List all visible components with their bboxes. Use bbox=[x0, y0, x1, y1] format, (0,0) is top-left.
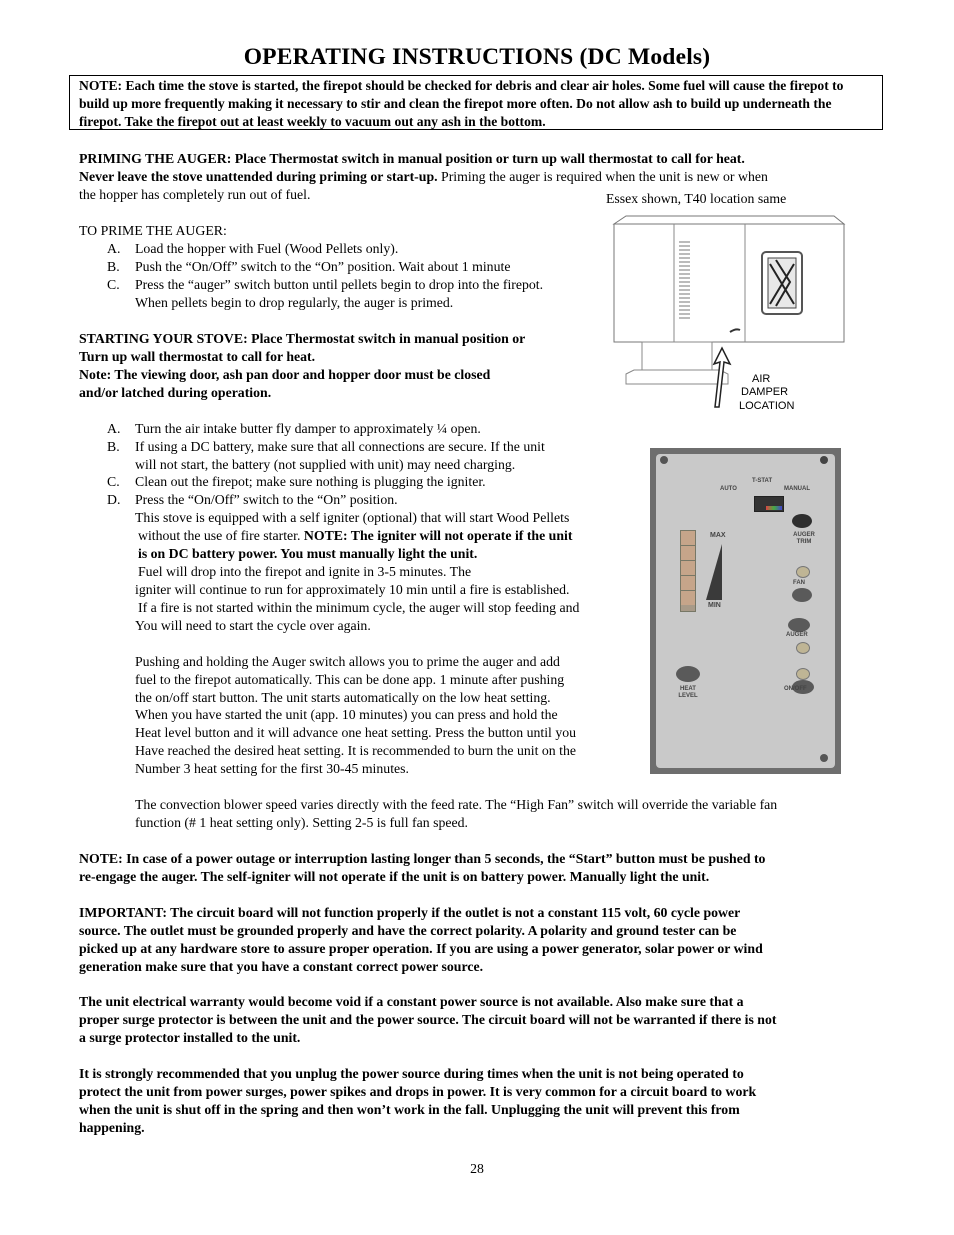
starting-heading: STARTING YOUR STOVE: Place Thermostat switch in manual position or bbox=[79, 331, 526, 346]
igniter-text: You will need to start the cycle over again. bbox=[135, 618, 371, 633]
auger-paragraph-line: the on/off start button. The unit starts automatically on the low heat setting. bbox=[135, 690, 551, 705]
stove-image-caption: Essex shown, T40 location same bbox=[606, 191, 787, 206]
auger-paragraph-line: Have reached the desired heat setting. It is recommended to burn the unit on the bbox=[135, 743, 576, 758]
step-marker: A. bbox=[107, 421, 121, 436]
priming-warning-line bbox=[79, 168, 879, 186]
auger-indicator-light bbox=[796, 642, 810, 654]
auger-paragraph-line: Number 3 heat setting for the first 30-45 minutes. bbox=[135, 761, 409, 776]
igniter-text-line bbox=[138, 527, 572, 545]
igniter-text: igniter will continue to run for approximately 10 min until a fire is established. bbox=[135, 582, 570, 597]
step-text: Press the “On/Off” switch to the “On” position. bbox=[135, 492, 398, 507]
important-note: IMPORTANT: The circuit board will not function properly if the outlet is not a constant 115 volt, 60 cycle power bbox=[79, 905, 741, 920]
priming-requirement-cont: the hopper has completely run out of fuel. bbox=[79, 187, 311, 202]
firepot-note-text: NOTE: Each time the stove is started, the firepot should be checked for debris and clear air holes. Some fuel will cause the firepot to build up more frequently making it necessary to stir and clean the firepot more often. Do not allow ash to build up underneath the firepot. Take the firepot out at least weekly to vacuum out any ash in the bottom. bbox=[79, 78, 844, 129]
stove-illustration bbox=[610, 212, 850, 412]
page-number: 28 bbox=[470, 1161, 484, 1176]
to-prime-heading: TO PRIME THE AUGER: bbox=[79, 223, 227, 238]
step-text: If using a DC battery, make sure that all connections are secure. If the unit bbox=[135, 439, 545, 454]
heat-level-label-line: HEAT bbox=[680, 686, 696, 692]
fan-button[interactable] bbox=[792, 588, 812, 602]
air-damper-label bbox=[752, 372, 770, 386]
max-label: MAX bbox=[710, 532, 726, 539]
manual-label: MANUAL bbox=[784, 486, 810, 492]
switch-indicator bbox=[766, 506, 782, 510]
step-marker: B. bbox=[107, 259, 120, 274]
air-damper-label-line: DAMPER bbox=[741, 386, 789, 398]
igniter-warning: is on DC battery power. You must manually light the unit. bbox=[138, 546, 478, 561]
min-label: MIN bbox=[708, 602, 721, 609]
heat-level-bar bbox=[680, 530, 696, 612]
auger-paragraph-line: Pushing and holding the Auger switch allows you to prime the auger and add bbox=[135, 654, 560, 669]
auger-button[interactable] bbox=[788, 618, 810, 632]
screw-icon bbox=[820, 754, 828, 762]
convection-line: function (# 1 heat setting only). Setting 2-5 is full fan speed. bbox=[135, 815, 468, 830]
fan-indicator-light bbox=[796, 566, 810, 578]
auger-trim-button[interactable] bbox=[792, 514, 812, 528]
step-text: Turn the air intake butter fly damper to approximately ¼ open. bbox=[135, 421, 481, 436]
auger-paragraph-line: fuel to the firepot automatically. This can be done app. 1 minute after pushing bbox=[135, 672, 565, 687]
heat-level-segment bbox=[681, 591, 695, 605]
auger-trim-label bbox=[784, 532, 824, 546]
step-marker: C. bbox=[107, 474, 120, 489]
igniter-warning: NOTE: The igniter will not operate if the unit bbox=[303, 528, 573, 543]
power-indicator-light bbox=[796, 668, 810, 680]
heat-level-segment bbox=[681, 531, 695, 546]
t-stat-label: T-STAT bbox=[752, 478, 773, 484]
fan-label: FAN bbox=[793, 580, 805, 586]
step-marker: D. bbox=[107, 492, 121, 507]
starting-note: Note: The viewing door, ash pan door and hopper door must be closed bbox=[79, 367, 491, 382]
air-damper-label-line: AIR bbox=[752, 373, 771, 385]
control-panel-photo bbox=[650, 448, 841, 774]
step-text: will not start, the battery (not supplied with unit) may need charging. bbox=[135, 457, 516, 472]
warranty-note: a surge protector installed to the unit. bbox=[79, 1030, 301, 1045]
starting-heading-cont: Turn up wall thermostat to call for heat. bbox=[79, 349, 316, 364]
unplug-note: happening. bbox=[79, 1120, 145, 1135]
warranty-note: proper surge protector is between the unit and the power source. The circuit board will not be warranted if there is not bbox=[79, 1012, 777, 1027]
convection-line: The convection blower speed varies directly with the feed rate. The “High Fan” switch will override the variable fan bbox=[135, 797, 778, 812]
on-off-label: ON/OFF bbox=[784, 686, 807, 692]
step-text: Push the “On/Off” switch to the “On” position. Wait about 1 minute bbox=[135, 259, 511, 274]
heat-level-segment bbox=[681, 546, 695, 561]
auger-trim-label-line: TRIM bbox=[796, 539, 812, 545]
priming-heading: PRIMING THE AUGER: Place Thermostat switch in manual position or turn up wall thermostat to call for heat. bbox=[79, 151, 745, 166]
starting-note-cont: and/or latched during operation. bbox=[79, 385, 272, 400]
step-marker: A. bbox=[107, 241, 121, 256]
auger-paragraph-line: When you have started the unit (app. 10 minutes) you can press and hold the bbox=[135, 707, 558, 722]
unplug-note: when the unit is shut off in the spring and then won’t work in the fall. Unplugging the unit will prevent this from bbox=[79, 1102, 740, 1117]
heat-wedge-icon bbox=[704, 544, 726, 602]
firepot-note-box bbox=[69, 75, 883, 130]
heat-level-label-line: LEVEL bbox=[678, 693, 698, 699]
unplug-note: It is strongly recommended that you unplug the power source during times when the unit is not being operated to bbox=[79, 1066, 744, 1081]
priming-requirement: Priming the auger is required when the unit is new or when bbox=[441, 169, 768, 184]
heat-level-segment bbox=[681, 576, 695, 591]
warranty-note: The unit electrical warranty would become void if a constant power source is not available. Also make sure that a bbox=[79, 994, 744, 1009]
important-note: generation make sure that you have a constant correct power source. bbox=[79, 959, 484, 974]
screw-icon bbox=[660, 456, 668, 464]
auger-trim-label-line: AUGER bbox=[793, 532, 815, 538]
priming-warning: Never leave the stove unattended during priming or start-up. bbox=[79, 169, 438, 184]
igniter-text: without the use of fire starter. bbox=[138, 528, 304, 543]
unplug-note: protect the unit from power surges, power spikes and drops in power. It is very common for a circuit board to work bbox=[79, 1084, 757, 1099]
step-marker: B. bbox=[107, 439, 120, 454]
important-note: source. The outlet must be grounded properly and have the correct polarity. A polarity and ground tester can be bbox=[79, 923, 737, 938]
page-title: OPERATING INSTRUCTIONS (DC Models) bbox=[243, 44, 711, 70]
auger-paragraph-line: Heat level button and it will advance one heat setting. Press the button until you bbox=[135, 725, 577, 740]
auto-label: AUTO bbox=[720, 486, 737, 492]
step-marker: C. bbox=[107, 277, 120, 292]
step-text: When pellets begin to drop regularly, the auger is primed. bbox=[135, 295, 454, 310]
power-outage-note: NOTE: In case of a power outage or interruption lasting longer than 5 seconds, the “Start” button must be pushed to bbox=[79, 851, 766, 866]
heat-level-label bbox=[668, 686, 708, 700]
igniter-text: Fuel will drop into the firepot and ignite in 3-5 minutes. The bbox=[138, 564, 472, 579]
power-outage-note: re-engage the auger. The self-igniter will not operate if the unit is on battery power. Manually light the unit. bbox=[79, 869, 710, 884]
air-damper-label-line: LOCATION bbox=[739, 400, 795, 412]
step-text: Press the “auger” switch button until pellets begin to drop into the firepot. bbox=[135, 277, 544, 292]
screw-icon bbox=[820, 456, 828, 464]
heat-level-segment bbox=[681, 561, 695, 576]
igniter-text: If a fire is not started within the minimum cycle, the auger will stop feeding and bbox=[138, 600, 580, 615]
important-note: picked up at any hardware store to assure proper operation. If you are using a power generator, solar power or wind bbox=[79, 941, 763, 956]
heat-level-button[interactable] bbox=[676, 666, 700, 682]
step-text: Load the hopper with Fuel (Wood Pellets only). bbox=[135, 241, 399, 256]
auger-label: AUGER bbox=[786, 632, 808, 638]
igniter-text: This stove is equipped with a self igniter (optional) that will start Wood Pellets bbox=[135, 510, 570, 525]
step-text: Clean out the firepot; make sure nothing is plugging the igniter. bbox=[135, 474, 486, 489]
